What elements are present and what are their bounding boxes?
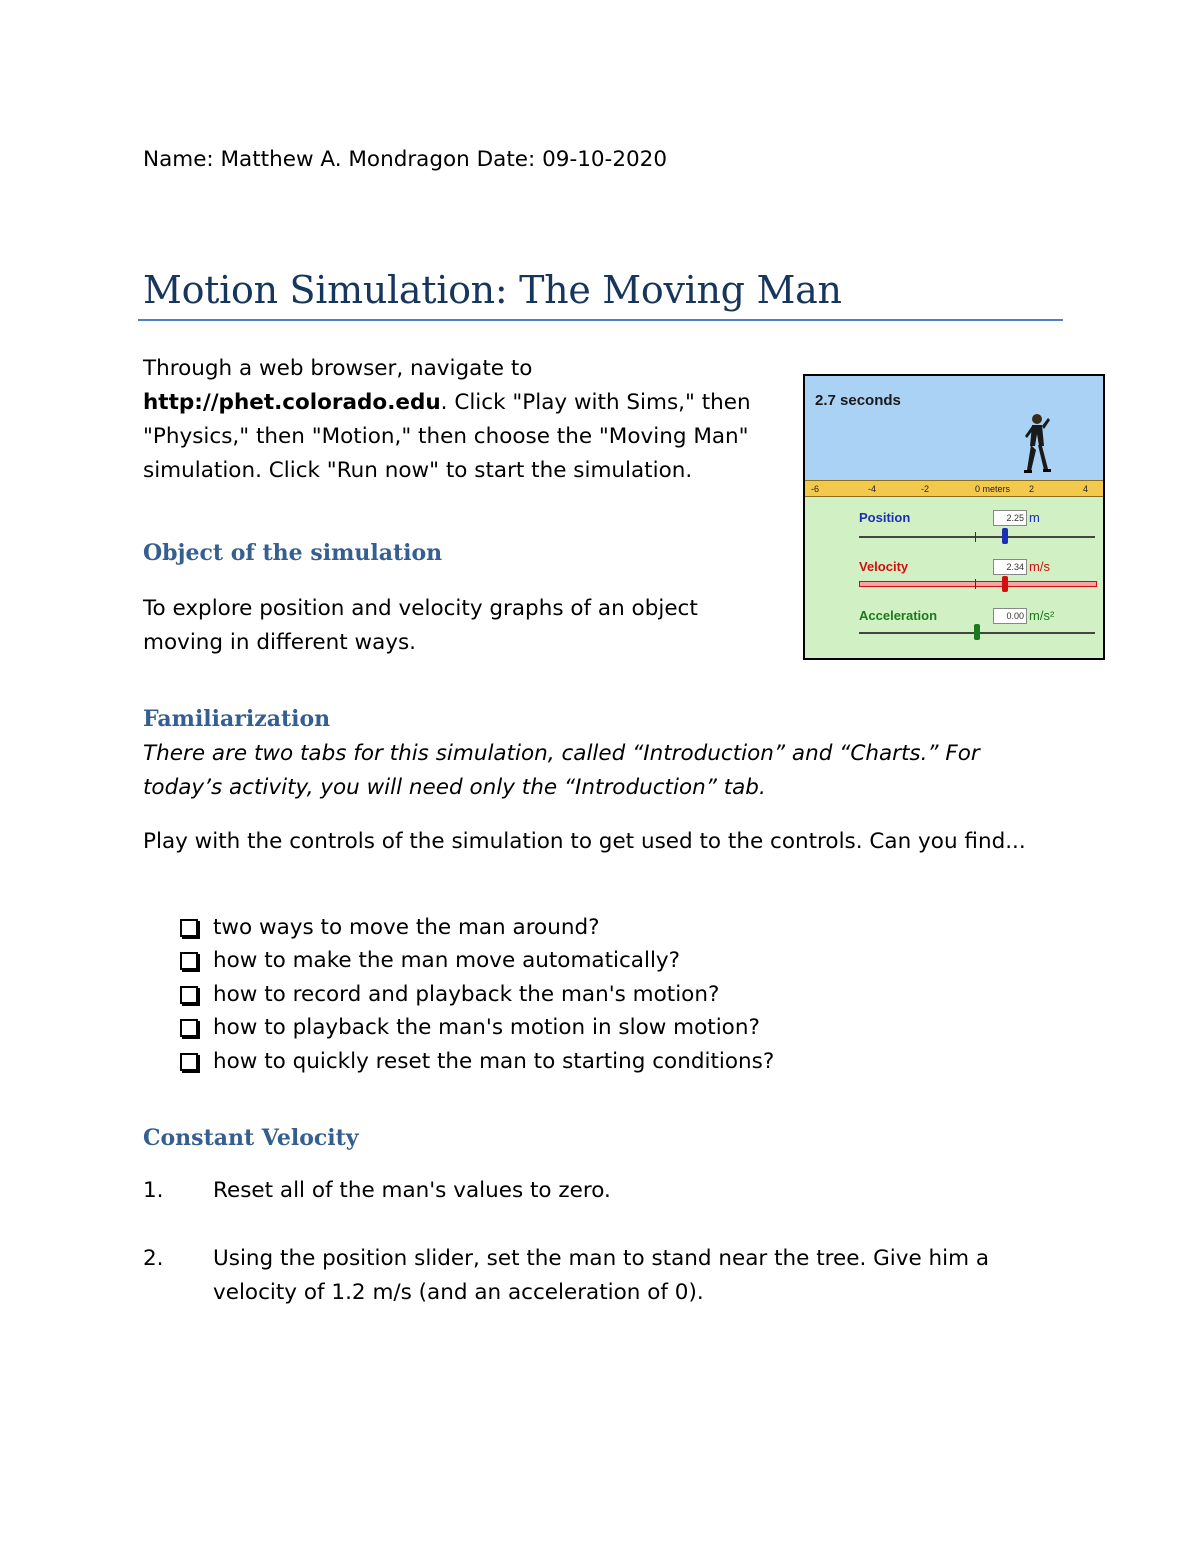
phet-link[interactable]: http://phet.colorado.edu bbox=[143, 390, 441, 415]
page-title: Motion Simulation: The Moving Man bbox=[143, 268, 842, 312]
list-item bbox=[180, 1012, 774, 1046]
intro-part1: Through a web browser, navigate to bbox=[143, 356, 533, 381]
velocity-zero-mark bbox=[975, 579, 976, 589]
checkbox-icon[interactable] bbox=[180, 919, 198, 937]
play-instructions: Play with the controls of the simulation to get used to the controls. Can you find... bbox=[143, 829, 1026, 854]
acceleration-value[interactable]: 0.00 bbox=[993, 608, 1027, 624]
velocity-slider-thumb[interactable] bbox=[1002, 576, 1008, 592]
checkbox-icon[interactable] bbox=[180, 986, 198, 1004]
object-heading: Object of the simulation bbox=[143, 540, 443, 566]
step-text: Using the position slider, set the man to stand near the tree. Give him a velocity of 1.2 m/s (and an acceleration of 0). bbox=[213, 1246, 990, 1305]
acceleration-slider-thumb[interactable] bbox=[974, 624, 980, 640]
position-unit: m bbox=[1029, 510, 1040, 525]
velocity-slider-track[interactable] bbox=[859, 581, 1097, 587]
intro-paragraph bbox=[143, 352, 783, 488]
sim-ruler bbox=[805, 480, 1103, 497]
steps-list bbox=[143, 1174, 1043, 1310]
position-value[interactable]: 2.25 bbox=[993, 510, 1027, 526]
walking-man-icon bbox=[1017, 412, 1057, 476]
checklist-text: how to record and playback the man's motion? bbox=[213, 981, 720, 1007]
checklist-text: two ways to move the man around? bbox=[213, 914, 600, 940]
velocity-value[interactable]: 2.34 bbox=[993, 559, 1027, 575]
checkbox-icon[interactable] bbox=[180, 1053, 198, 1071]
ruler-tick: 2 bbox=[1029, 484, 1035, 494]
velocity-unit: m/s bbox=[1029, 559, 1050, 574]
moving-man-simulation-image bbox=[803, 374, 1105, 660]
list-item bbox=[143, 1242, 1043, 1310]
name-date-line: Name: Matthew A. Mondragon Date: 09-10-2020 bbox=[143, 147, 668, 172]
intro-part2: . Click "Play with Sims," then "Physics," then "Motion," then choose the "Moving Man" simulation. Click "Run now" to start the simulation. bbox=[143, 390, 751, 483]
acceleration-unit: m/s² bbox=[1029, 608, 1055, 623]
constant-velocity-heading: Constant Velocity bbox=[143, 1125, 359, 1151]
checklist-text: how to quickly reset the man to starting conditions? bbox=[213, 1048, 775, 1074]
step-number: 1. bbox=[143, 1178, 164, 1203]
step-text: Reset all of the man's values to zero. bbox=[213, 1178, 611, 1203]
list-item bbox=[180, 945, 774, 979]
position-label: Position bbox=[859, 510, 911, 525]
object-text: To explore position and velocity graphs of an object moving in different ways. bbox=[143, 596, 698, 655]
title-underline bbox=[138, 319, 1063, 321]
acceleration-label: Acceleration bbox=[859, 608, 938, 623]
familiarization-text: There are two tabs for this simulation, called “Introduction” and “Charts.” For today’s activity, you will need only the “Introduction” tab. bbox=[143, 741, 980, 800]
sim-time-label: 2.7 seconds bbox=[815, 392, 901, 409]
velocity-label: Velocity bbox=[859, 559, 909, 574]
ruler-tick: -2 bbox=[921, 484, 930, 494]
checkbox-icon[interactable] bbox=[180, 952, 198, 970]
checklist-text: how to make the man move automatically? bbox=[213, 948, 681, 974]
list-item bbox=[180, 911, 774, 945]
familiarization-heading: Familiarization bbox=[143, 706, 331, 732]
question-checklist bbox=[180, 911, 774, 1079]
checklist-text: how to playback the man's motion in slow motion? bbox=[213, 1015, 760, 1041]
list-item bbox=[180, 978, 774, 1012]
position-slider-thumb[interactable] bbox=[1002, 528, 1008, 544]
ruler-tick: 0 meters bbox=[975, 484, 1011, 494]
position-slider-track[interactable] bbox=[859, 536, 1095, 538]
list-item bbox=[143, 1174, 1043, 1208]
ruler-tick: 4 bbox=[1083, 484, 1089, 494]
step-number: 2. bbox=[143, 1246, 164, 1271]
ruler-tick: -6 bbox=[811, 484, 820, 494]
position-zero-mark bbox=[975, 532, 976, 542]
list-item bbox=[180, 1045, 774, 1079]
checkbox-icon[interactable] bbox=[180, 1019, 198, 1037]
ruler-tick: -4 bbox=[868, 484, 877, 494]
